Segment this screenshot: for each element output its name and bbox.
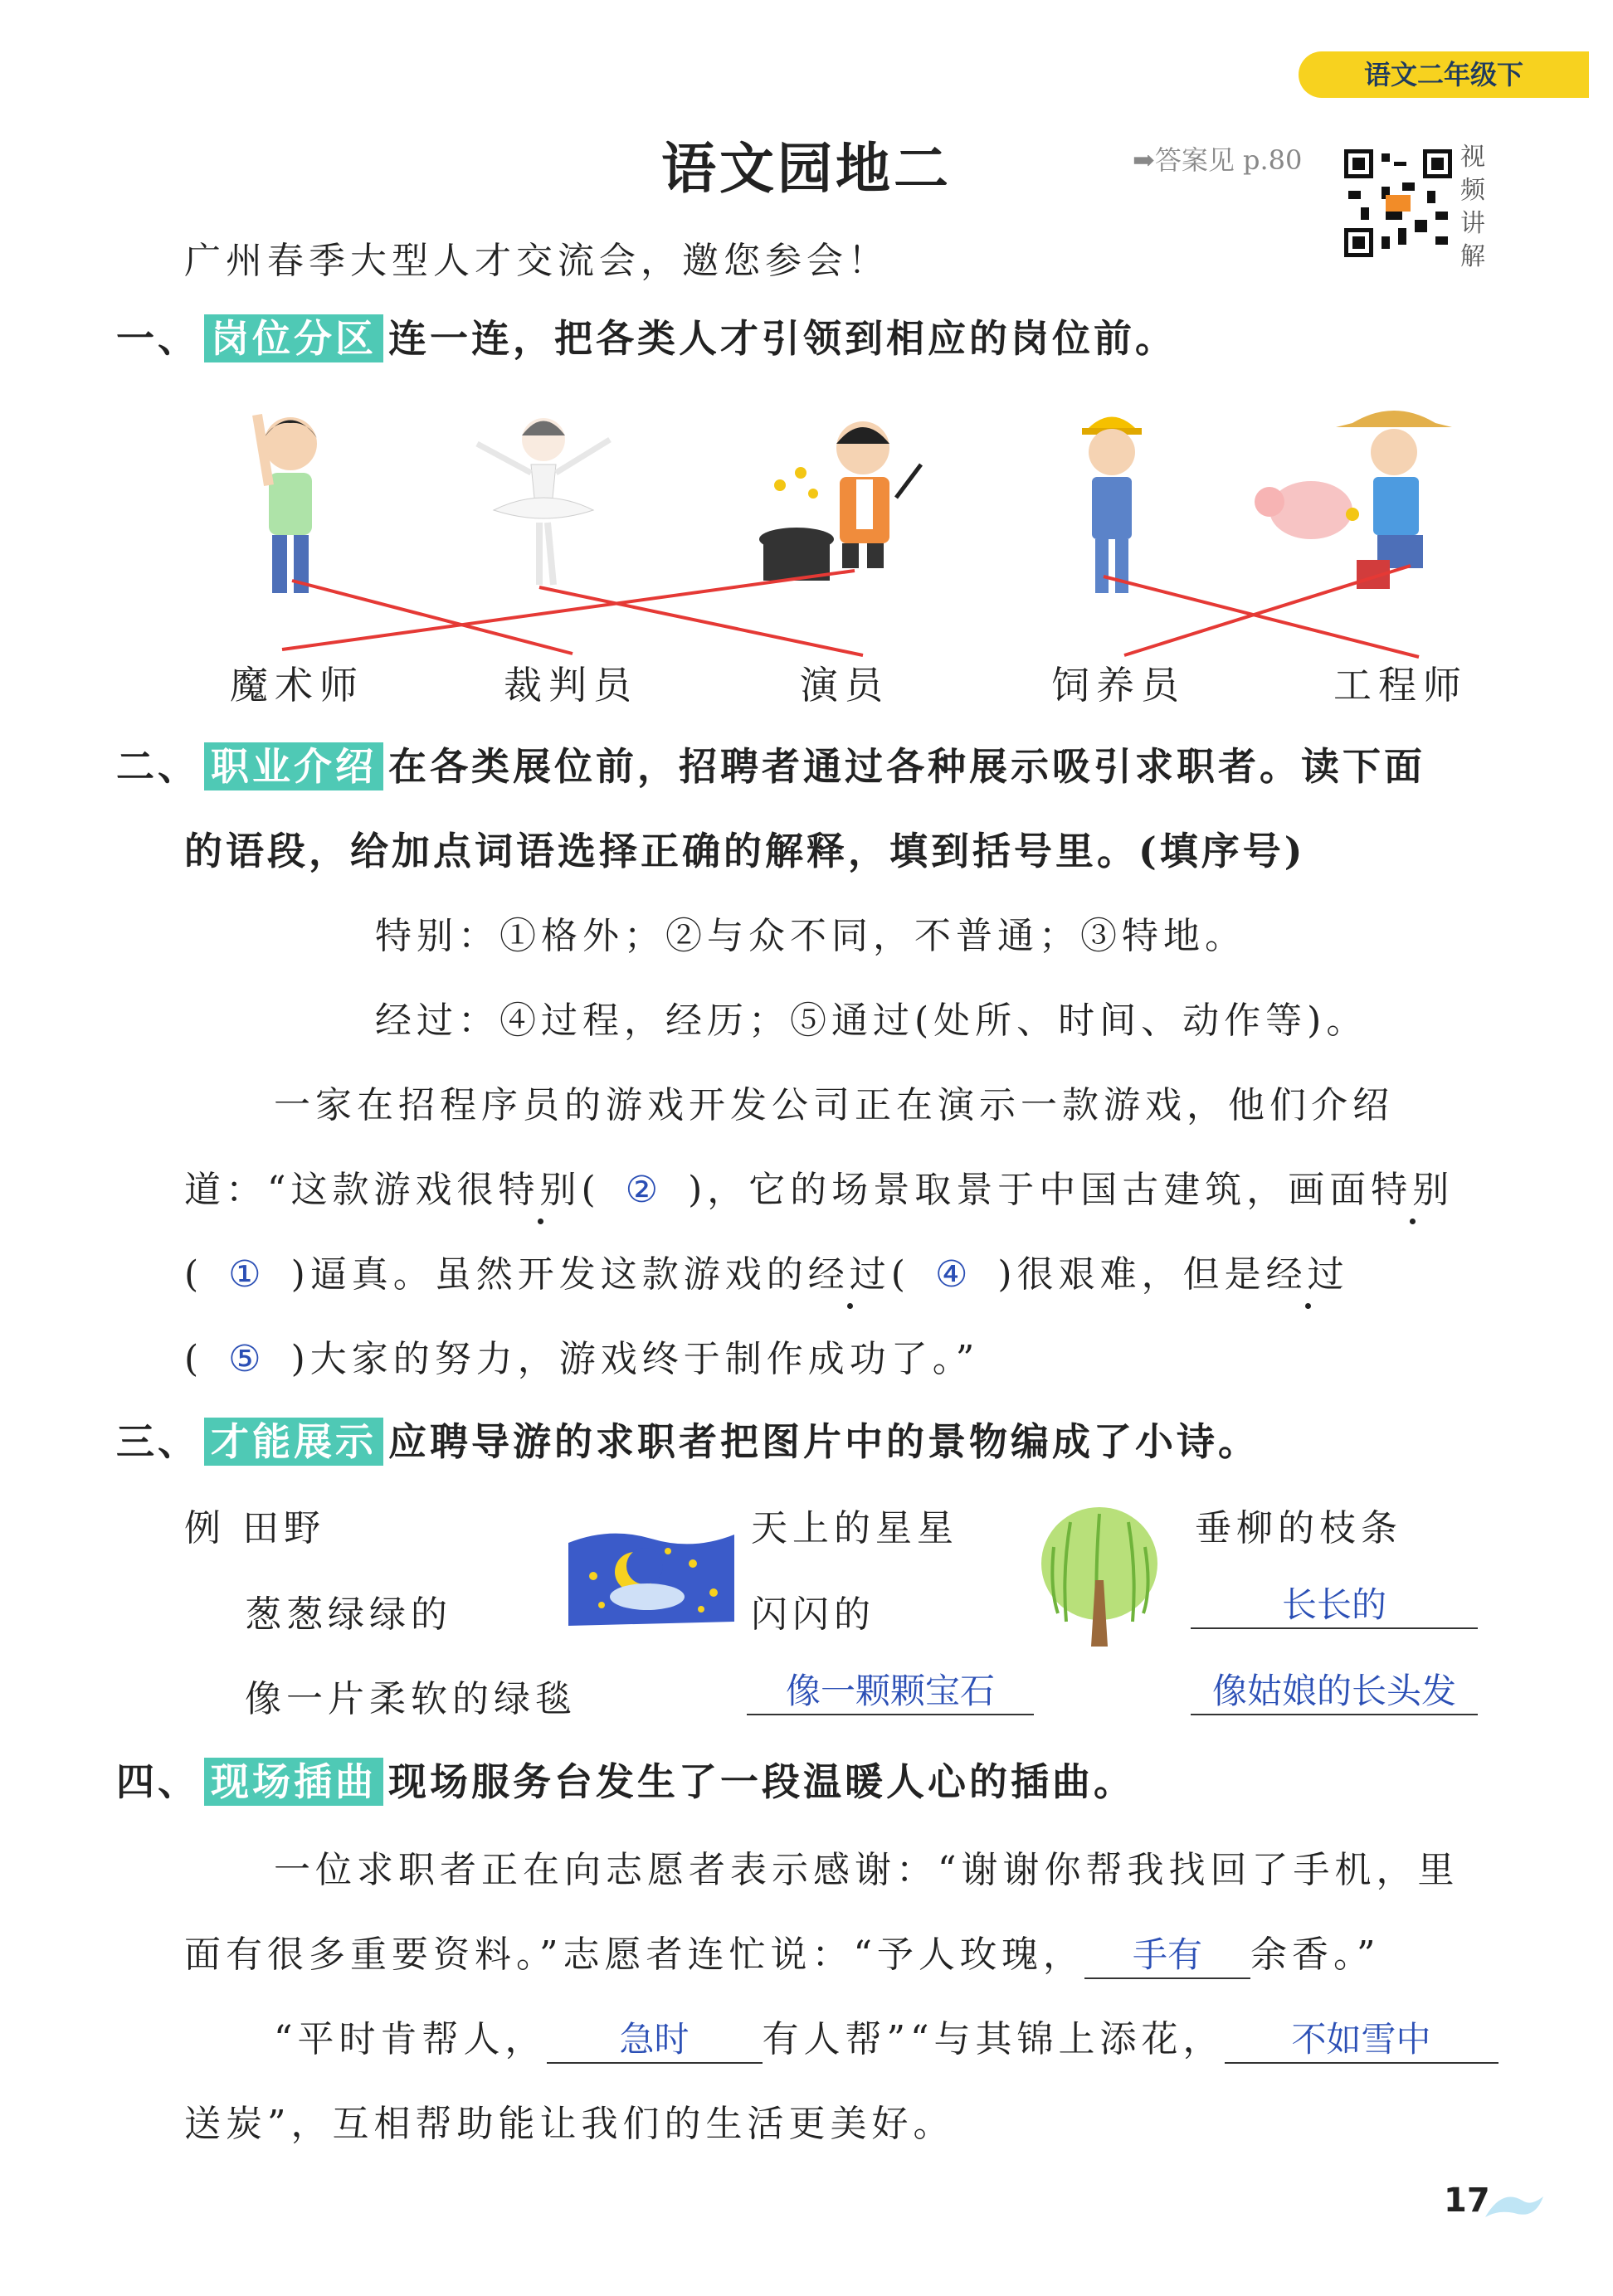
- section-tag: 才能展示: [204, 1418, 383, 1466]
- poem-line: 垂柳的枝条: [1195, 1507, 1402, 1549]
- paragraph-line: 送炭”，互相帮助能让我们的生活更美好。: [184, 2103, 955, 2145]
- poem-line: 天上的星星: [751, 1507, 958, 1549]
- text: 有人帮”“与其锦上添花，: [762, 2018, 1225, 2060]
- intro-text: 广州春季大型人才交流会，邀您参会！: [184, 240, 889, 282]
- poem-line: 葱葱绿绿的: [245, 1593, 452, 1636]
- dotted-word: 特别: [498, 1169, 582, 1211]
- section-instruction: 连一连，把各类人才引领到相应的岗位前。: [388, 316, 1177, 361]
- definition-line: 特别：①格外；②与众不同，不普通；③特地。: [375, 915, 1246, 957]
- paragraph-line: 一家在招程序员的游戏开发公司正在演示一款游戏，他们介绍: [274, 1084, 1394, 1126]
- text: )很艰难，但是: [997, 1253, 1266, 1296]
- starry-sky-icon: [568, 1526, 734, 1626]
- match-line: [282, 571, 855, 649]
- paragraph-line: [274, 2009, 1498, 2064]
- poem-answer-line[interactable]: [1191, 1578, 1478, 1629]
- section-number: 二、: [116, 744, 199, 789]
- section-tag: 岗位分区: [204, 314, 383, 362]
- paragraph-line: [184, 1244, 1349, 1297]
- section-number: 一、: [116, 316, 199, 361]
- match-line: [539, 587, 863, 655]
- job-label: 魔术师: [230, 663, 364, 708]
- text: 余香。”: [1250, 1934, 1381, 1976]
- text: (: [890, 1253, 910, 1296]
- answer-2[interactable]: ①: [228, 1253, 266, 1296]
- job-label: 饲养员: [1051, 663, 1186, 708]
- job-label: 工程师: [1333, 663, 1468, 708]
- section-3-heading: [116, 1412, 1260, 1467]
- section-2-instruction-cont: 的语段，给加点词语选择正确的解释，填到括号里。(填序号): [184, 829, 1306, 873]
- example-label: 例: [184, 1507, 226, 1549]
- page-title: 语文园地二: [661, 136, 952, 201]
- text: (: [184, 1253, 204, 1296]
- job-label: 裁判员: [504, 663, 638, 708]
- poem-line: 闪闪的: [751, 1593, 875, 1636]
- answer-blank[interactable]: 像姑娘的长头发: [1191, 1664, 1478, 1715]
- text: 面有很多重要资料。”志愿者连忙说：“予人玫瑰，: [184, 1934, 1084, 1976]
- answer-1[interactable]: ②: [625, 1169, 664, 1211]
- section-4-heading: [116, 1752, 1135, 1807]
- answer-blank[interactable]: 不如雪中: [1225, 2012, 1498, 2064]
- section-2-heading: [116, 737, 1425, 791]
- answer-blank[interactable]: 像一颗颗宝石: [747, 1664, 1034, 1715]
- text: (: [184, 1338, 204, 1380]
- section-instruction: 应聘导游的求职者把图片中的景物编成了小诗。: [388, 1419, 1260, 1464]
- text: (: [581, 1169, 601, 1211]
- section-number: 四、: [116, 1759, 199, 1804]
- decorative-wave-icon: [1485, 2188, 1543, 2221]
- text: )大家的努力，游戏终于制作成功了。”: [290, 1338, 980, 1380]
- text: 道：“这款游戏很: [184, 1169, 499, 1211]
- dotted-word: 经过: [807, 1253, 891, 1296]
- answer-blank[interactable]: 急时: [547, 2012, 763, 2064]
- job-label: 演员: [800, 663, 889, 708]
- match-line: [1104, 576, 1419, 657]
- section-instruction: 在各类展位前，招聘者通过各种展示吸引求职者。读下面: [388, 744, 1425, 789]
- paragraph-line: [184, 1924, 1381, 1979]
- section-tag: 职业介绍: [204, 742, 383, 790]
- section-tag: 现场插曲: [204, 1758, 383, 1806]
- page-number: 17: [1444, 2182, 1490, 2220]
- paragraph-line: 一位求职者正在向志愿者表示感谢：“谢谢你帮我找回了手机，里: [274, 1849, 1459, 1891]
- text: 田野: [242, 1507, 325, 1549]
- section-number: 三、: [116, 1419, 199, 1464]
- answer-reference: ➡答案见 p.80: [1133, 144, 1303, 176]
- poem-line: [184, 1498, 325, 1551]
- definition-line: 经过：④过程，经历；⑤通过(处所、时间、动作等)。: [375, 1000, 1368, 1042]
- section-instruction: 现场服务台发生了一段温暖人心的插曲。: [388, 1759, 1135, 1804]
- answer-4[interactable]: ⑤: [228, 1338, 266, 1380]
- willow-tree-icon: [1037, 1506, 1162, 1651]
- text: )，它的场景取景于中国古建筑，画面: [688, 1169, 1372, 1211]
- dotted-word: 经过: [1265, 1253, 1349, 1296]
- text: )逼真。虽然开发这款游戏的: [290, 1253, 808, 1296]
- video-explanation-label[interactable]: 视频讲解: [1460, 143, 1485, 271]
- paragraph-line: [184, 1329, 979, 1382]
- paragraph-line: [184, 1160, 1454, 1213]
- answer-3[interactable]: ④: [934, 1253, 973, 1296]
- poem-line: 像一片柔软的绿毯: [245, 1678, 577, 1720]
- answer-blank[interactable]: 手有: [1084, 1928, 1250, 1979]
- text: “平时肯帮人，: [274, 2018, 547, 2060]
- poem-answer-line[interactable]: [1191, 1664, 1478, 1715]
- dotted-word: 特别: [1371, 1169, 1455, 1211]
- grade-tab: 语文二年级下: [1299, 51, 1589, 98]
- answer-blank[interactable]: 长长的: [1191, 1578, 1478, 1629]
- match-line: [1124, 566, 1411, 655]
- poem-answer-line[interactable]: [747, 1664, 1034, 1715]
